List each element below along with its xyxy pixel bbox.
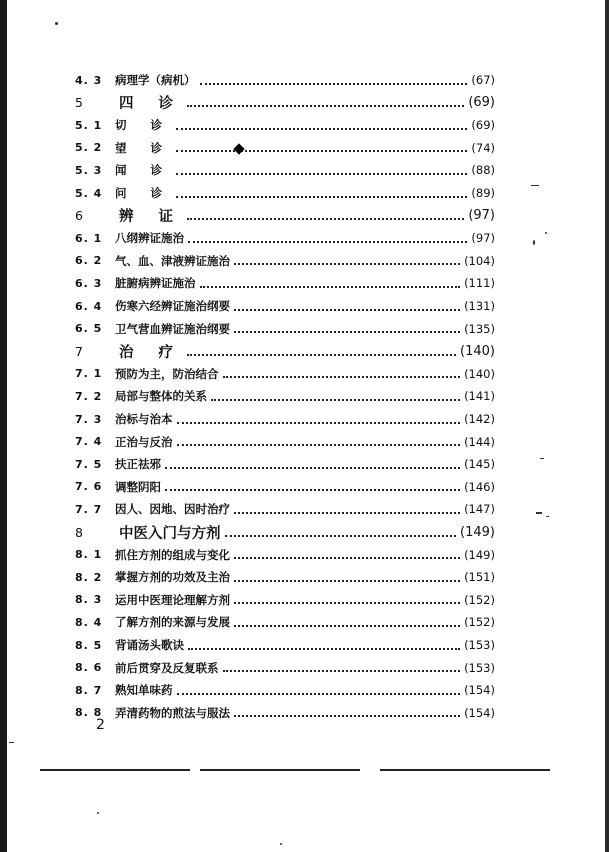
toc-section-number: 6. 4 [75, 299, 103, 313]
toc-section-row [75, 658, 495, 678]
toc-leader-dots [188, 637, 460, 650]
toc-title: 背诵汤头歌诀 [115, 638, 184, 652]
toc-section-number: 6. 3 [75, 276, 103, 290]
toc-leader-dots [187, 94, 464, 107]
toc-leader-dots [176, 139, 467, 152]
toc-section-number: 7. 7 [75, 502, 103, 516]
toc-section-number: 5 [75, 95, 84, 111]
toc-section-number: 5. 3 [75, 163, 103, 177]
toc-section-row [75, 386, 495, 406]
toc-leader-dots [176, 117, 467, 130]
toc-section-row [75, 160, 495, 180]
toc-title: 正治与反治 [115, 434, 173, 449]
toc-section-row [75, 138, 495, 158]
toc-title: 调整阴阳 [115, 479, 161, 494]
toc-title: 中医入门与方剂 [119, 524, 221, 542]
toc-leader-dots [188, 230, 467, 243]
toc-page-ref: (153) [464, 660, 495, 675]
toc-leader-dots [165, 456, 460, 469]
toc-leader-dots [177, 682, 461, 695]
toc-title: 辨 证 [119, 208, 184, 226]
toc-page-ref: (67) [471, 73, 495, 87]
toc-section-row [75, 273, 495, 293]
toc-page-ref: (135) [464, 321, 495, 336]
toc-chapter-row [75, 341, 495, 361]
toc-page-ref: (111) [464, 276, 495, 291]
toc-section-number: 8. 8 [75, 706, 103, 720]
toc-leader-dots [200, 72, 468, 85]
toc-section-row [75, 454, 495, 474]
page-number: 2 [96, 717, 105, 733]
scan-speck [536, 512, 542, 514]
toc-page-ref: (88) [471, 163, 495, 178]
toc-section-row [75, 115, 495, 135]
scan-speck [546, 516, 549, 517]
toc-title: 切 诊 [115, 118, 173, 133]
scan-left-edge [0, 0, 7, 852]
toc-section-number: 7. 4 [75, 435, 103, 449]
toc-title: 闻 诊 [115, 163, 173, 178]
toc-page-ref: (149) [460, 524, 495, 540]
toc-title: 四 诊 [119, 95, 184, 113]
toc-title: 预防为主，防治结合 [115, 366, 219, 381]
toc-leader-dots [176, 162, 467, 175]
scan-speck [97, 812, 99, 814]
toc-title: 伤寒六经辨证施治纲要 [115, 299, 230, 313]
toc-title: 治标与治本 [115, 412, 173, 426]
toc-chapter-row [75, 522, 495, 542]
toc-section-number: 7. 3 [75, 412, 103, 426]
scan-speck [545, 232, 547, 234]
toc-section-row [75, 590, 495, 610]
toc-page-ref: (146) [464, 479, 495, 494]
toc-title: 了解方剂的来源与发展 [115, 615, 230, 630]
toc-title: 气、血、津液辨证施治 [115, 253, 230, 268]
toc-section-number: 7. 6 [75, 480, 103, 494]
toc-leader-dots [234, 614, 460, 627]
toc-page-ref: (69) [468, 95, 495, 111]
toc-title: 八纲辨证施治 [115, 231, 184, 246]
toc-leader-dots [234, 591, 460, 604]
toc-section-number: 8 [75, 524, 84, 540]
toc-page-ref: (153) [464, 638, 495, 652]
footer-rule-middle [200, 769, 360, 771]
toc-leader-dots [187, 343, 456, 356]
toc-section-number: 8. 5 [75, 638, 103, 652]
toc-page-ref: (97) [468, 208, 495, 224]
toc-section-row [75, 703, 495, 723]
toc-page-ref: (149) [464, 547, 495, 562]
scan-speck [531, 185, 539, 186]
toc-section-row [75, 228, 495, 248]
toc-section-row [75, 364, 495, 384]
toc-section-row [75, 499, 495, 519]
scan-speck [9, 742, 14, 743]
toc-page-ref: (152) [464, 615, 495, 630]
toc-leader-dots [177, 411, 461, 424]
toc-title: 运用中医理论理解方剂 [115, 592, 230, 607]
toc-section-number: 7. 2 [75, 389, 103, 403]
toc-title: 掌握方剂的功效及主治 [115, 570, 230, 585]
toc-section-row [75, 545, 495, 565]
toc-leader-dots [200, 275, 461, 288]
toc-section-row [75, 70, 495, 90]
toc-page-ref: (97) [471, 231, 495, 246]
toc-leader-dots [211, 388, 460, 401]
toc-page-ref: (142) [464, 412, 495, 426]
toc-page-ref: (154) [464, 683, 495, 698]
toc-page-ref: (154) [464, 705, 495, 720]
toc-section-number: 8. 7 [75, 683, 103, 697]
toc-leader-dots [234, 320, 460, 333]
toc-section-number: 8. 1 [75, 548, 103, 562]
toc-leader-dots [234, 546, 460, 559]
toc-section-number: 7. 5 [75, 457, 103, 471]
toc-page-ref: (144) [464, 434, 495, 449]
toc-section-number: 6 [75, 208, 84, 224]
toc-title: 病理学（病机） [115, 73, 196, 87]
scan-right-edge [605, 0, 609, 852]
toc-section-number: 5. 1 [75, 118, 103, 132]
scan-speck [533, 240, 535, 245]
scan-speck [55, 22, 58, 25]
toc-section-number: 6. 2 [75, 254, 103, 268]
toc-section-number: 8. 6 [75, 661, 103, 675]
toc-leader-dots [223, 365, 461, 378]
toc-title: 前后贯穿及反复联系 [115, 660, 219, 675]
toc-leader-dots [177, 433, 461, 446]
toc-section-number: 8. 2 [75, 570, 103, 584]
toc-title: 治 疗 [119, 343, 184, 361]
toc-leader-dots [165, 478, 460, 491]
toc-leader-dots [234, 298, 460, 311]
toc-section-number: 6. 5 [75, 322, 103, 336]
toc-title: 局部与整体的关系 [115, 389, 207, 404]
toc-leader-dots [234, 501, 460, 514]
toc-section-number: 6. 1 [75, 231, 103, 245]
toc-section-row [75, 183, 495, 203]
toc-page-ref: (104) [464, 253, 495, 268]
toc-title: 因人、因地、因时治疗 [115, 502, 230, 517]
toc-leader-dots [234, 569, 460, 582]
toc-section-row [75, 567, 495, 587]
toc-page-ref: (69) [471, 118, 495, 133]
footer-rule-right [380, 769, 550, 771]
toc-section-row [75, 319, 495, 339]
toc-section-number: 4. 3 [75, 73, 103, 87]
toc-section-row [75, 477, 495, 497]
toc-title: 望 诊 [115, 140, 173, 155]
toc-page-ref: (147) [464, 502, 495, 517]
toc-page-ref: (140) [464, 366, 495, 381]
toc-section-row [75, 612, 495, 632]
toc-title: 脏腑病辨证施治 [115, 276, 196, 291]
toc-leader-dots [223, 659, 461, 672]
toc-chapter-row [75, 93, 495, 113]
toc-section-number: 8. 4 [75, 615, 103, 629]
toc-section-number: 5. 2 [75, 141, 103, 155]
toc-page-ref: (89) [471, 186, 495, 200]
toc-leader-dots [187, 207, 464, 220]
toc-section-row [75, 251, 495, 271]
toc-page-ref: (152) [464, 592, 495, 607]
toc-page-ref: (74) [471, 140, 495, 155]
toc-title: 卫气营血辨证施治纲要 [115, 321, 230, 336]
toc-section-row [75, 680, 495, 700]
scan-speck [280, 843, 282, 845]
toc-leader-dots [176, 185, 467, 198]
toc-section-row [75, 635, 495, 655]
toc-chapter-row [75, 206, 495, 226]
toc-leader-dots [234, 252, 460, 265]
toc-title: 扶正祛邪 [115, 457, 161, 472]
toc-section-number: 5. 4 [75, 186, 103, 200]
toc-page-ref: (151) [464, 570, 495, 585]
toc-leader-dots [234, 704, 460, 717]
toc-page-ref: (141) [464, 389, 495, 404]
toc-title: 抓住方剂的组成与变化 [115, 547, 230, 562]
toc-title: 弄清药物的煎法与服法 [115, 705, 230, 720]
toc-page-ref: (145) [464, 457, 495, 472]
toc-page-ref: (140) [460, 343, 495, 359]
toc-section-row [75, 296, 495, 316]
toc-title: 问 诊 [115, 186, 173, 200]
toc-section-row [75, 432, 495, 452]
toc-section-number: 8. 3 [75, 593, 103, 607]
toc-leader-dots [225, 524, 457, 537]
toc-section-number: 7. 1 [75, 367, 103, 381]
toc-section-row [75, 409, 495, 429]
toc-page-ref: (131) [464, 299, 495, 313]
toc-title: 熟知单味药 [115, 683, 173, 698]
toc-section-number: 7 [75, 343, 84, 359]
footer-rule-left [40, 769, 190, 771]
scan-speck [540, 458, 544, 459]
